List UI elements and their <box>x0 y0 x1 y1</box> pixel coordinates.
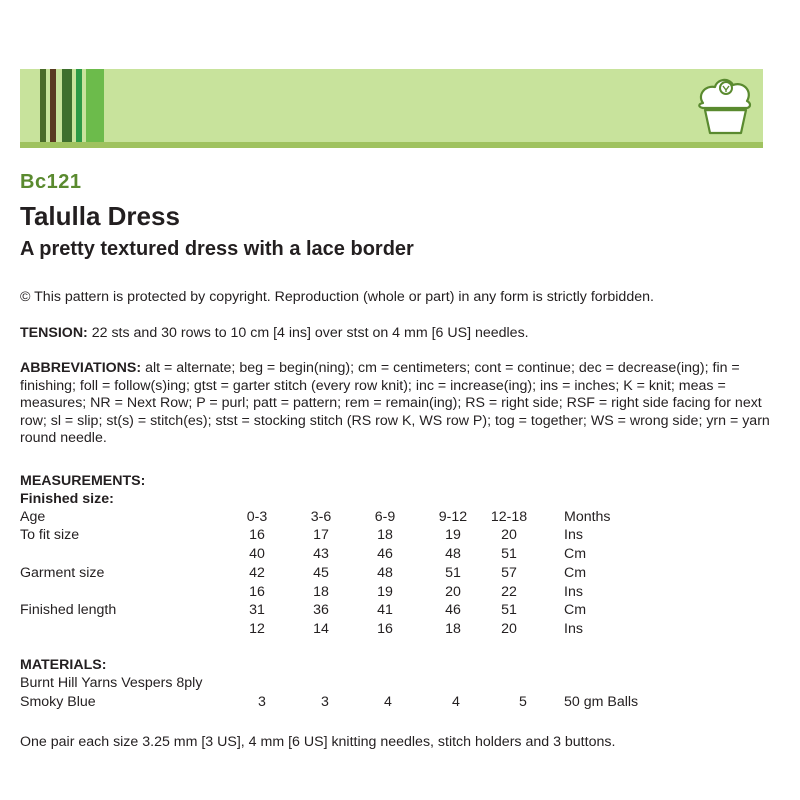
table-cell: 51 <box>501 546 517 562</box>
row-unit: Ins <box>564 584 583 600</box>
row-unit: Ins <box>564 621 583 637</box>
table-cell: 4 <box>452 694 460 710</box>
banner-stripe <box>76 69 82 148</box>
row-label: Garment size <box>20 565 105 581</box>
table-cell: 48 <box>445 546 461 562</box>
finished-size-heading: Finished size: <box>20 491 114 507</box>
table-cell: 43 <box>313 546 329 562</box>
materials-heading: MATERIALS: <box>20 657 107 673</box>
table-row <box>0 584 800 603</box>
row-unit: Cm <box>564 565 587 581</box>
banner-stripe <box>86 69 104 148</box>
table-cell: 0-3 <box>246 509 268 525</box>
row-unit: Ins <box>564 527 583 543</box>
table-cell: 16 <box>249 584 265 600</box>
table-row <box>0 694 800 713</box>
measurements-heading: MEASUREMENTS: <box>20 473 146 489</box>
table-cell: 12 <box>249 621 265 637</box>
table-cell: 6-9 <box>374 509 396 525</box>
header-banner <box>20 69 763 148</box>
table-cell: 18 <box>377 527 393 543</box>
table-cell: 57 <box>501 565 517 581</box>
table-row <box>0 509 800 528</box>
banner-stripe <box>62 69 72 148</box>
table-cell: 16 <box>249 527 265 543</box>
table-cell: 22 <box>501 584 517 600</box>
table-cell: 46 <box>445 602 461 618</box>
table-row <box>0 621 800 640</box>
table-cell: 16 <box>377 621 393 637</box>
table-row <box>0 565 800 584</box>
table-cell: 41 <box>377 602 393 618</box>
table-cell: 31 <box>249 602 265 618</box>
table-cell: 51 <box>445 565 461 581</box>
table-cell: 20 <box>501 621 517 637</box>
table-cell: 3 <box>321 694 329 710</box>
needles-note: One pair each size 3.25 mm [3 US], 4 mm [6 US] knitting needles, stitch holders and 3 buttons. <box>20 734 616 750</box>
table-cell: 14 <box>313 621 329 637</box>
table-cell: 40 <box>249 546 265 562</box>
table-cell: 18 <box>313 584 329 600</box>
table-cell: 45 <box>313 565 329 581</box>
row-unit: Cm <box>564 602 587 618</box>
row-unit: Cm <box>564 546 587 562</box>
table-cell: 46 <box>377 546 393 562</box>
abbreviations-paragraph <box>20 360 780 448</box>
banner-stripe <box>50 69 56 148</box>
table-cell: 12-18 <box>490 509 528 525</box>
table-cell: 20 <box>501 527 517 543</box>
table-row <box>0 546 800 565</box>
copyright-notice: © This pattern is protected by copyright. Reproduction (whole or part) in any form is strictly forbidden. <box>20 289 654 305</box>
table-cell: 3 <box>258 694 266 710</box>
pattern-code: Bc121 <box>20 171 82 193</box>
abbreviations-label: ABBREVIATIONS: <box>20 360 142 376</box>
table-cell: 20 <box>445 584 461 600</box>
banner-rule <box>20 142 763 148</box>
abbreviations-text: alt = alternate; beg = begin(ning); cm = centimeters; cont = continue; dec = decrease(ing); fin = finishing; foll = follow(s)ing; gtst = garter stitch (every row knit); inc = increase(ing); ins = inches; K = knit; meas = measures; NR = Next Row; P = purl; patt = pattern; rem = remain(ing); RS = right side; RSF = right side facing for next row; sl = slip; st(s) = stitch(es); stst = stocking stitch (RS row K, WS row P); tog = together; WS = wrong side; yrn = yarn round needle. <box>20 360 770 447</box>
table-cell: 5 <box>519 694 527 710</box>
row-label: Age <box>20 509 46 525</box>
table-cell: 36 <box>313 602 329 618</box>
table-row <box>0 602 800 621</box>
row-label: To fit size <box>20 527 80 543</box>
table-cell: 3-6 <box>310 509 332 525</box>
table-cell: 51 <box>501 602 517 618</box>
table-cell: 17 <box>313 527 329 543</box>
banner-stripe <box>40 69 46 148</box>
table-cell: 18 <box>445 621 461 637</box>
tension-text: 22 sts and 30 rows to 10 cm [4 ins] over stst on 4 mm [6 US] needles. <box>87 325 529 341</box>
table-cell: 48 <box>377 565 393 581</box>
table-cell: 42 <box>249 565 265 581</box>
row-label: Smoky Blue <box>20 694 96 710</box>
table-cell: 4 <box>384 694 392 710</box>
tension-paragraph <box>20 325 780 343</box>
row-label: Finished length <box>20 602 117 618</box>
page-title: Talulla Dress <box>20 201 180 231</box>
table-cell: 19 <box>377 584 393 600</box>
table-row <box>0 527 800 546</box>
table-cell: 9-12 <box>438 509 468 525</box>
row-unit: 50 gm Balls <box>564 694 639 710</box>
page-subtitle: A pretty textured dress with a lace border <box>20 238 414 260</box>
cupcake-icon <box>693 73 757 139</box>
yarn-name <box>0 675 800 694</box>
row-unit: Months <box>564 509 611 525</box>
yarn-label: Burnt Hill Yarns Vespers 8ply <box>20 675 203 691</box>
tension-label: TENSION: <box>20 325 88 341</box>
table-cell: 19 <box>445 527 461 543</box>
